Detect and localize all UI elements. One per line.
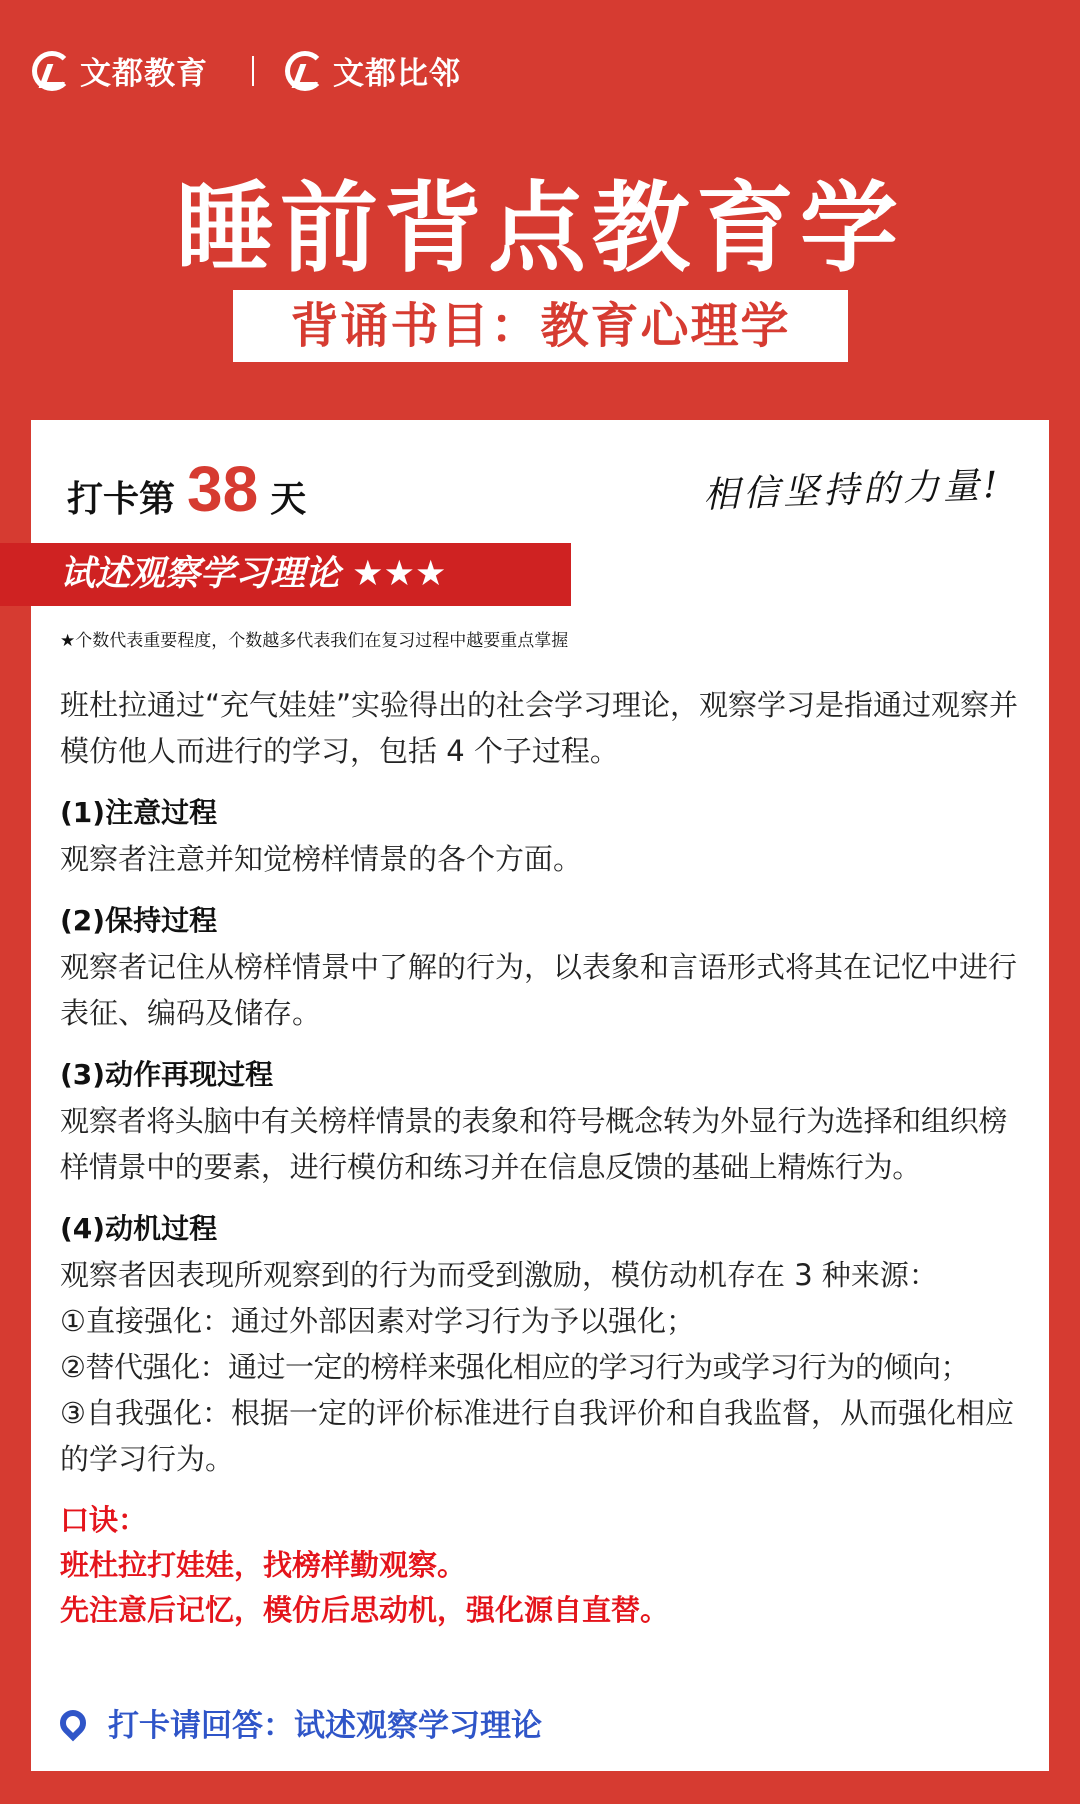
section-text: 观察者将头脑中有关榜样情景的表象和符号概念转为外显行为选择和组织榜样情景中的要素，进行模仿和练习并在信息反馈的基础上精炼行为。 bbox=[60, 1104, 1008, 1184]
wendu-bilin-logo bbox=[285, 48, 461, 93]
book-subtitle: 背诵书目：教育心理学 bbox=[233, 290, 848, 362]
motto: 相信坚持的力量! bbox=[702, 464, 1002, 517]
day-number: 38 bbox=[187, 453, 259, 525]
logo-divider bbox=[252, 56, 254, 86]
section-heading: (4)动机过程 bbox=[60, 1212, 218, 1245]
list-item: ②替代强化：通过一定的榜样来强化相应的学习行为或学习行为的倾向； bbox=[60, 1350, 969, 1384]
intro-paragraph: 班杜拉通过“充气娃娃”实验得出的社会学习理论，观察学习是指通过观察并模仿他人而进行的学习，包括 4 个子过程。 bbox=[60, 688, 1019, 768]
list-item: ①直接强化：通过外部因素对学习行为予以强化； bbox=[60, 1304, 695, 1338]
section-heading: (3)动作再现过程 bbox=[60, 1058, 274, 1091]
section-text: 观察者记住从榜样情景中了解的行为，以表象和言语形式将其在记忆中进行表征、编码及储存。 bbox=[60, 950, 1018, 1030]
mnemonic-line: 先注意后记忆，模仿后思动机，强化源自直替。 bbox=[60, 1593, 670, 1627]
wendu-education-logo bbox=[32, 48, 208, 93]
section-heading: (1)注意过程 bbox=[60, 796, 218, 829]
location-pin-icon bbox=[55, 1704, 92, 1741]
checkin-day bbox=[67, 452, 306, 526]
mnemonic bbox=[60, 1498, 1020, 1633]
list-item: ③自我强化：根据一定的评价标准进行自我评价和自我监督，从而强化相应的学习行为。 bbox=[60, 1396, 1014, 1476]
content-card bbox=[31, 420, 1049, 1771]
logo-text: 文都教育 bbox=[80, 56, 208, 92]
content-body bbox=[60, 682, 1020, 1633]
checkin-prefix: 打卡第 bbox=[67, 479, 176, 520]
section-text: 观察者因表现所观察到的行为而受到激励，模仿动机存在 3 种来源： bbox=[60, 1258, 938, 1292]
mnemonic-line: 班杜拉打娃娃，找榜样勤观察。 bbox=[60, 1548, 467, 1582]
section-heading: (2)保持过程 bbox=[60, 904, 218, 937]
section-text: 观察者注意并知觉榜样情景的各个方面。 bbox=[60, 842, 583, 876]
checkin-answer bbox=[60, 1700, 542, 1745]
logo-text: 文都比邻 bbox=[333, 56, 461, 92]
importance-note: ★个数代表重要程度，个数越多代表我们在复习过程中越要重点掌握 bbox=[60, 631, 569, 651]
wendu-logo-icon bbox=[32, 51, 72, 91]
wendu-logo-icon bbox=[285, 51, 325, 91]
answer-text: 打卡请回答：试述观察学习理论 bbox=[108, 1708, 542, 1744]
mnemonic-label: 口诀： bbox=[60, 1503, 148, 1537]
checkin-suffix: 天 bbox=[270, 479, 307, 520]
page-title: 睡前背点教育学 bbox=[175, 172, 904, 286]
topic-banner: 试述观察学习理论 ★★★ bbox=[0, 543, 571, 606]
